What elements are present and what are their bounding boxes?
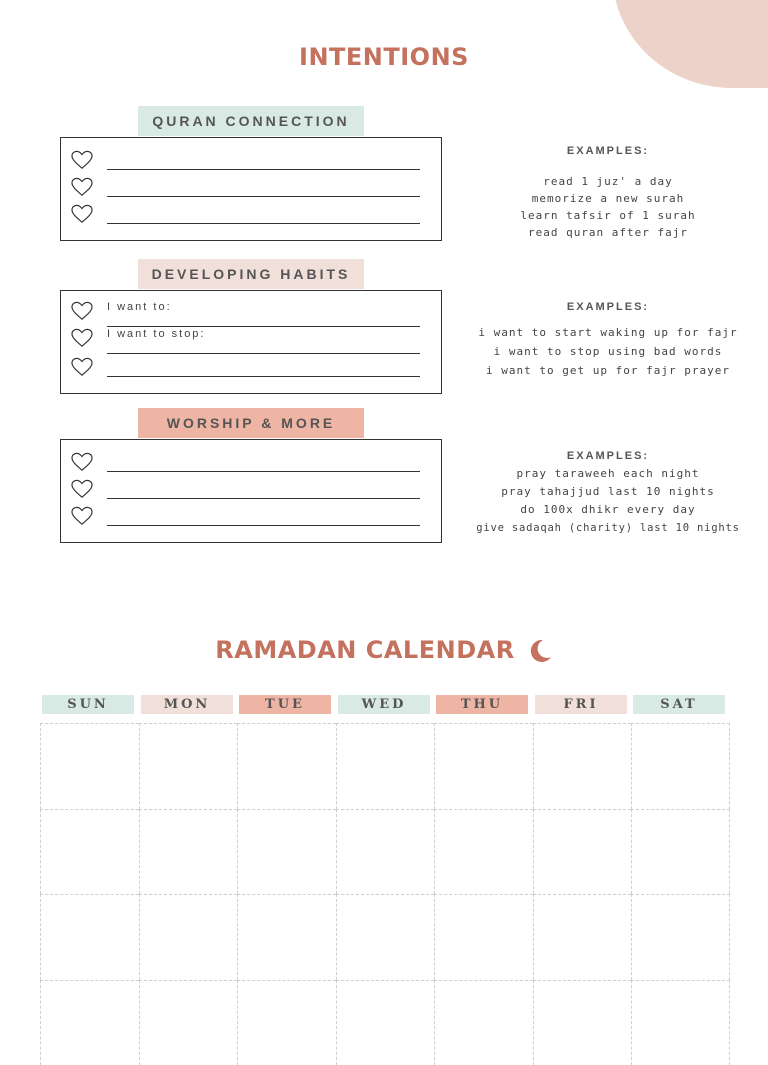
calendar-day-cell[interactable] [40, 894, 139, 980]
developing-habits-box [60, 290, 442, 394]
intention-row[interactable] [71, 479, 421, 499]
calendar-day-cell[interactable] [139, 894, 238, 980]
calendar-day-cell[interactable] [533, 894, 632, 980]
write-line [107, 169, 420, 170]
write-line [107, 471, 420, 472]
calendar-day-cell[interactable] [336, 723, 435, 809]
calendar-day-cell[interactable] [237, 809, 336, 895]
calendar-day-cell[interactable] [533, 980, 632, 1065]
example-item: give sadaqah (charity) last 10 nights [470, 519, 746, 537]
write-line [107, 353, 420, 354]
example-item: pray taraweeh each night [470, 465, 746, 483]
calendar-day-cell[interactable] [139, 809, 238, 895]
example-item: pray tahajjud last 10 nights [470, 483, 746, 501]
examples-quran-connection [470, 143, 746, 241]
intention-row[interactable] [71, 506, 421, 526]
example-item: i want to get up for fajr prayer [470, 361, 746, 380]
worship-more-box [60, 439, 442, 543]
calendar-day-cell[interactable] [139, 980, 238, 1065]
section-label-developing-habits: DEVELOPING HABITS [138, 259, 364, 289]
heart-icon [71, 204, 93, 224]
calendar-day-cell[interactable] [40, 980, 139, 1065]
example-item: read quran after fajr [470, 224, 746, 241]
day-header-fri: FRI [535, 695, 627, 714]
calendar-day-cell[interactable] [434, 809, 533, 895]
section-label-quran-connection: QURAN CONNECTION [138, 106, 364, 136]
example-item: i want to start waking up for fajr [470, 323, 746, 342]
example-item: memorize a new surah [470, 190, 746, 207]
calendar-day-cell[interactable] [434, 980, 533, 1065]
crescent-moon-icon [525, 637, 553, 665]
calendar-day-cell[interactable] [336, 894, 435, 980]
intention-row[interactable] [71, 301, 421, 321]
calendar-day-cell[interactable] [533, 809, 632, 895]
heart-icon [71, 177, 93, 197]
calendar-grid [40, 723, 730, 1043]
calendar-day-cell[interactable] [237, 980, 336, 1065]
example-item: read 1 juz' a day [470, 173, 746, 190]
day-header-tue: TUE [239, 695, 331, 714]
calendar-title-text: RAMADAN CALENDAR [215, 636, 514, 664]
write-line [107, 223, 420, 224]
write-line [107, 525, 420, 526]
calendar-day-cell[interactable] [40, 723, 139, 809]
day-header-mon: MON [141, 695, 233, 714]
heart-icon [71, 357, 93, 377]
day-header-sat: SAT [633, 695, 725, 714]
quran-connection-box [60, 137, 442, 241]
intention-row-label: I want to: [107, 301, 172, 313]
intention-row[interactable] [71, 452, 421, 472]
examples-developing-habits [470, 299, 746, 380]
day-header-thu: THU [436, 695, 528, 714]
calendar-day-cell[interactable] [631, 894, 730, 980]
examples-heading: EXAMPLES: [470, 299, 746, 316]
calendar-day-cell[interactable] [40, 809, 139, 895]
calendar-day-cell[interactable] [237, 723, 336, 809]
intention-row[interactable] [71, 357, 421, 377]
day-header-sun: SUN [42, 695, 134, 714]
calendar-day-cell[interactable] [631, 809, 730, 895]
write-line [107, 196, 420, 197]
calendar-day-cell[interactable] [139, 723, 238, 809]
calendar-day-cell[interactable] [336, 980, 435, 1065]
heart-icon [71, 506, 93, 526]
examples-heading: EXAMPLES: [470, 143, 746, 160]
intentions-title: INTENTIONS [0, 43, 768, 71]
intention-row[interactable] [71, 150, 421, 170]
examples-worship-more [470, 448, 746, 537]
example-item: i want to stop using bad words [470, 342, 746, 361]
write-line [107, 376, 420, 377]
heart-icon [71, 150, 93, 170]
calendar-title [0, 636, 768, 665]
heart-icon [71, 452, 93, 472]
day-header-wed: WED [338, 695, 430, 714]
calendar-day-cell[interactable] [631, 980, 730, 1065]
calendar-day-cell[interactable] [434, 894, 533, 980]
intention-row[interactable] [71, 177, 421, 197]
write-line [107, 326, 420, 327]
intention-row[interactable] [71, 328, 421, 348]
calendar-day-cell[interactable] [336, 809, 435, 895]
example-item: do 100x dhikr every day [470, 501, 746, 519]
examples-heading: EXAMPLES: [470, 448, 746, 465]
calendar-day-cell[interactable] [631, 723, 730, 809]
example-item: learn tafsir of 1 surah [470, 207, 746, 224]
heart-icon [71, 328, 93, 348]
heart-icon [71, 301, 93, 321]
write-line [107, 498, 420, 499]
heart-icon [71, 479, 93, 499]
section-label-worship-more: WORSHIP & MORE [138, 408, 364, 438]
calendar-day-cell[interactable] [237, 894, 336, 980]
intention-row[interactable] [71, 204, 421, 224]
calendar-day-cell[interactable] [533, 723, 632, 809]
intention-row-label: I want to stop: [107, 328, 205, 340]
calendar-day-cell[interactable] [434, 723, 533, 809]
